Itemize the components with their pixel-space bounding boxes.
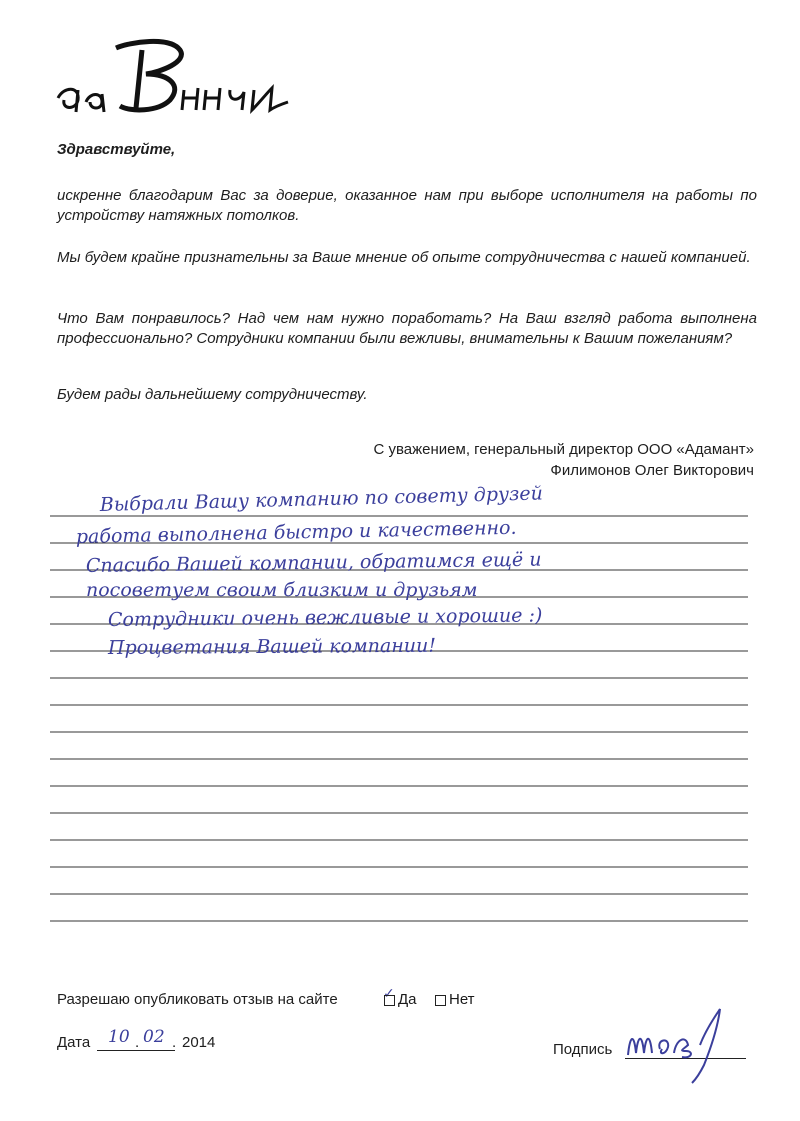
paragraph-questions: Что Вам понравилось? Над чем нам нужно поработать? На Ваш взгляд работа выполнена профессионально? Сотрудники компании были вежливы, внимательны к Вашим пожеланиям?	[57, 310, 757, 347]
davinci-logo	[50, 28, 300, 128]
consent-yes-label: Да	[398, 991, 417, 1008]
greeting: Здравствуйте,	[57, 141, 176, 158]
consent-no-option[interactable]	[435, 990, 475, 1010]
publish-consent-label: Разрешаю опубликовать отзыв на сайте	[57, 991, 338, 1008]
paragraph-thanks: искренне благодарим Вас за доверие, оказанное нам при выборе исполнителя на работы по устройству натяжных потолков.	[57, 187, 757, 224]
check-mark-icon: ✓	[383, 985, 395, 1001]
consent-yes-option[interactable]	[384, 990, 417, 1010]
date-separator: .	[135, 1034, 140, 1051]
handwritten-line: Процветания Вашей компании!	[107, 634, 437, 659]
paragraph-opinion: Мы будем крайне признательны за Ваше мнение об опыте сотрудничества с нашей компанией.	[57, 249, 751, 266]
signature-title: С уважением, генеральный директор ООО «Адамант»	[373, 441, 754, 458]
date-day: 10	[108, 1027, 130, 1047]
signature-label: Подпись	[553, 1041, 613, 1058]
handwritten-line: Сотрудники очень вежливые и хорошие :)	[107, 604, 543, 631]
checkbox-yes[interactable]	[384, 995, 395, 1006]
date-month: 02	[143, 1027, 165, 1047]
handwritten-signature	[620, 1005, 740, 1085]
writing-lines	[50, 490, 748, 940]
handwritten-line: Выбрали Вашу компанию по совету друзей	[99, 482, 544, 516]
date-label: Дата	[57, 1034, 91, 1051]
handwritten-line: посоветуем своим близким и друзьям	[86, 579, 478, 601]
paragraph-closing: Будем рады дальнейшему сотрудничеству.	[57, 386, 368, 403]
date-year: 2014	[182, 1034, 216, 1051]
handwritten-line: Спасибо Вашей компании, обратимся ещё и	[85, 548, 542, 577]
date-separator: .	[172, 1034, 177, 1051]
consent-no-label: Нет	[449, 991, 475, 1008]
signature-name: Филимонов Олег Викторович	[550, 462, 754, 479]
checkbox-no[interactable]	[435, 995, 446, 1006]
handwritten-line: работа выполнена быстро и качественно.	[75, 516, 517, 548]
